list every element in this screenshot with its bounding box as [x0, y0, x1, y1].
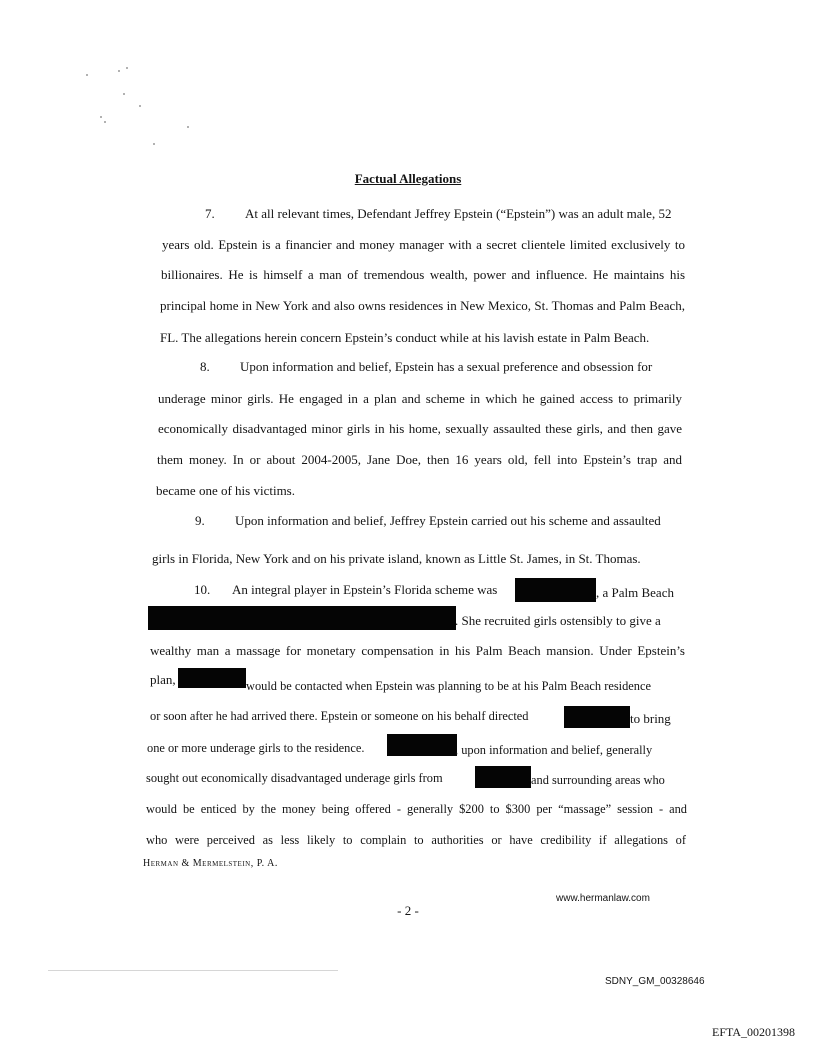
- section-heading: Factual Allegations: [354, 171, 462, 186]
- footer-website: www.hermanlaw.com: [556, 893, 650, 904]
- redaction-box: [148, 606, 456, 630]
- paragraph-line: became one of his victims.: [156, 483, 295, 498]
- paragraph-line: [200, 358, 683, 376]
- paragraph-line: , a Palm Beach: [596, 585, 674, 600]
- paragraph-line: sought out economically disadvantaged underage girls from: [146, 771, 443, 785]
- scan-speck: [187, 126, 189, 128]
- scan-speck: [126, 67, 128, 69]
- redaction-box: [515, 578, 596, 602]
- paragraph-line: , upon information and belief, generally: [455, 743, 653, 757]
- paragraph-line: and surrounding areas who: [531, 773, 665, 787]
- scan-speck: [118, 70, 120, 72]
- scan-speck: [100, 116, 102, 118]
- paragraph-number: 10.: [194, 582, 211, 597]
- paragraph-line: to bring: [630, 711, 671, 726]
- scan-speck: [153, 143, 155, 145]
- scan-speck: [139, 105, 141, 107]
- line-text: An integral player in Epstein’s Florida scheme was: [232, 582, 498, 597]
- paragraph-line: girls in Florida, New York and on his private island, known as Little St. James, in St. Thomas.: [152, 551, 641, 566]
- paragraph-line: years old. Epstein is a financier and money manager with a secret clientele limited exclusively to: [162, 237, 685, 252]
- line-text: Upon information and belief, Jeffrey Epstein carried out his scheme and assaulted: [235, 513, 661, 528]
- footer-firm-name: Herman & Mermelstein, P. A.: [143, 858, 278, 869]
- line-text: At all relevant times, Defendant Jeffrey Epstein (“Epstein”) was an adult male, 52: [245, 206, 672, 221]
- paragraph-line: [195, 512, 680, 530]
- paragraph-number: 8.: [200, 359, 210, 374]
- paragraph-line: them money. In or about 2004-2005, Jane Doe, then 16 years old, fell into Epstein’s trap and: [157, 452, 682, 467]
- paragraph-line: underage minor girls. He engaged in a plan and scheme in which he gained access to primarily: [158, 391, 682, 406]
- paragraph-line: would be enticed by the money being offered - generally $200 to $300 per “massage” session - and: [146, 802, 687, 816]
- paragraph-line: who were perceived as less likely to complain to authorities or have credibility if allegations of: [146, 833, 686, 847]
- scan-speck: [86, 74, 88, 76]
- paragraph-line: principal home in New York and also owns residences in New Mexico, St. Thomas and Palm Beach,: [160, 298, 685, 313]
- efta-number: EFTA_00201398: [712, 1025, 796, 1039]
- line-text: Upon information and belief, Epstein has a sexual preference and obsession for: [240, 359, 653, 374]
- bates-number: SDNY_GM_00328646: [605, 976, 705, 987]
- redaction-box: [564, 706, 630, 728]
- redaction-box: [387, 734, 457, 756]
- paragraph-line: wealthy man a massage for monetary compensation in his Palm Beach mansion. Under Epstein’s: [150, 643, 685, 658]
- paragraph-line: FL. The allegations herein concern Epstein’s conduct while at his lavish estate in Palm Beach.: [160, 330, 650, 345]
- paragraph-line: [205, 205, 685, 223]
- paragraph-line: would be contacted when Epstein was planning to be at his Palm Beach residence: [246, 679, 651, 693]
- paragraph-line: . She recruited girls ostensibly to give a: [455, 613, 661, 628]
- paragraph-line: billionaires. He is himself a man of tremendous wealth, power and influence. He maintains his: [161, 267, 685, 282]
- paragraph-line: plan,: [150, 672, 176, 687]
- paragraph-line: one or more underage girls to the residence.: [147, 741, 365, 755]
- footer-divider: [48, 970, 338, 971]
- paragraph-line: economically disadvantaged minor girls in his home, sexually assaulted these girls, and then gave: [158, 421, 682, 436]
- paragraph-number: 7.: [205, 206, 215, 221]
- paragraph-line: or soon after he had arrived there. Epstein or someone on his behalf directed: [150, 709, 529, 723]
- redaction-box: [178, 668, 246, 688]
- paragraph-number: 9.: [195, 513, 205, 528]
- scan-speck: [104, 121, 106, 123]
- scan-speck: [123, 93, 125, 95]
- redaction-box: [475, 766, 531, 788]
- page-number: - 2 -: [397, 903, 419, 918]
